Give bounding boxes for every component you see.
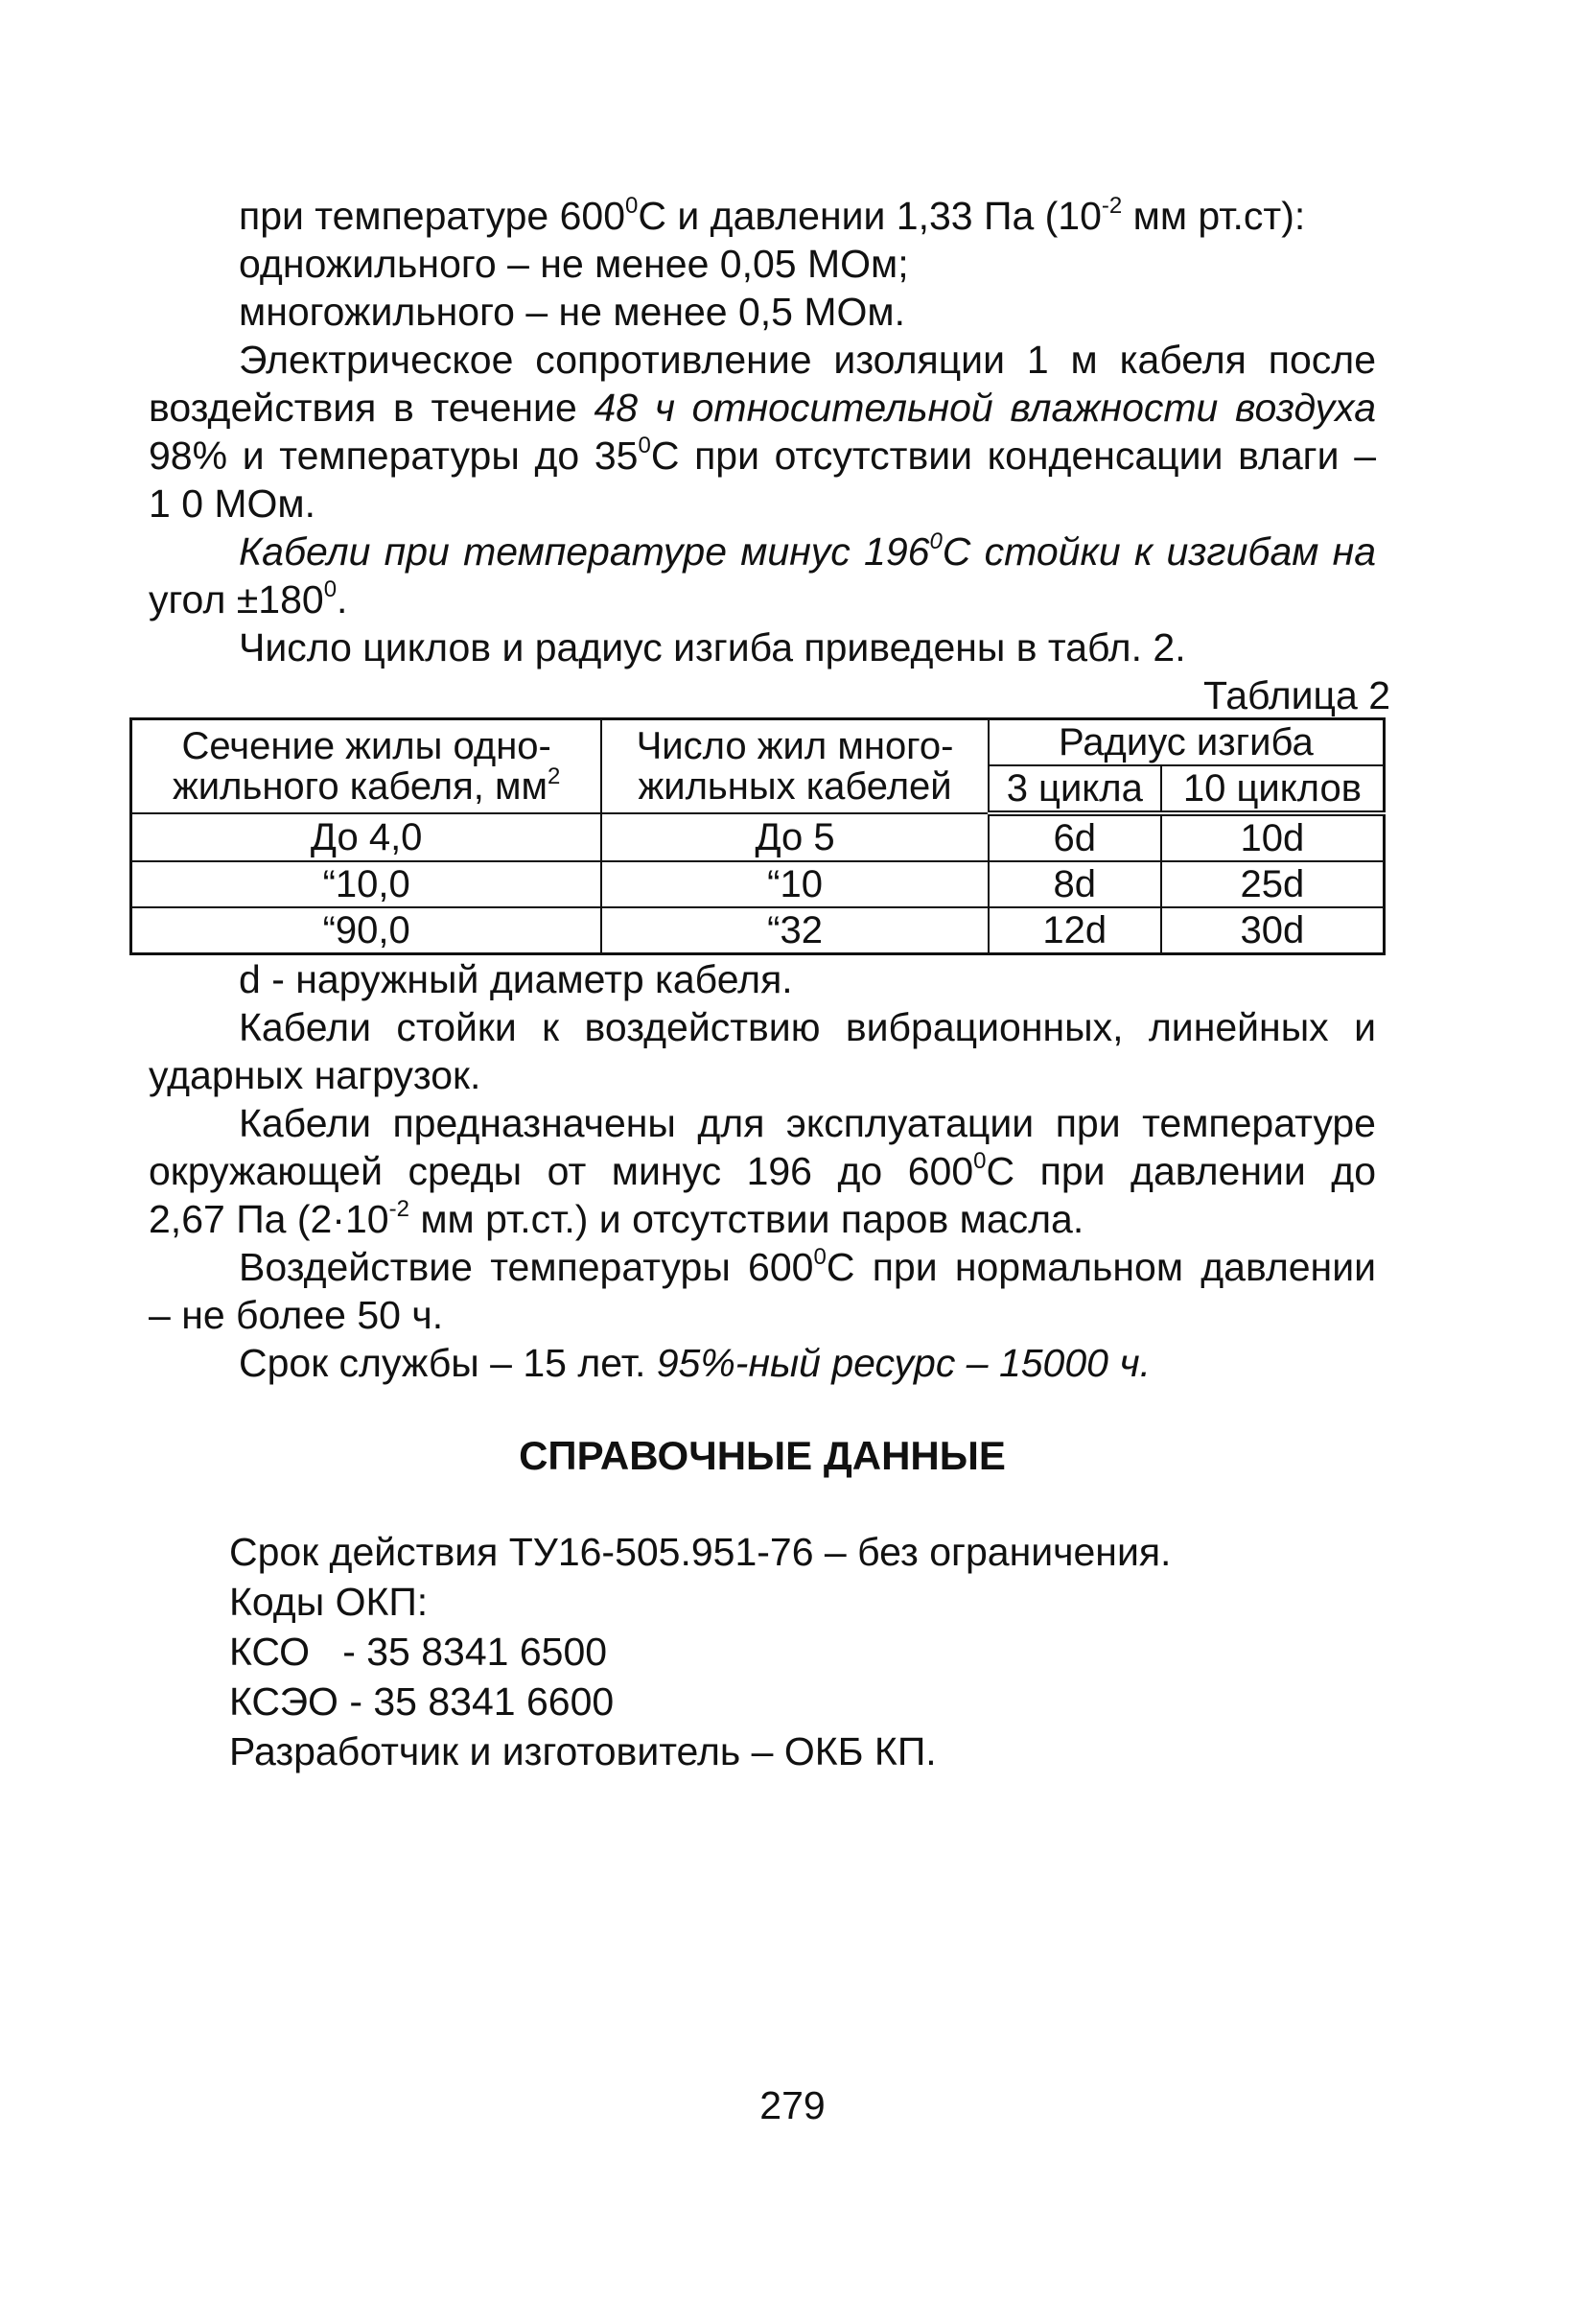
bend-radius-table [129, 717, 1386, 955]
paragraph-exposure: Воздействие температуры $600^0С$ при нормальном давлении – не более 50 ч. [149, 1244, 1376, 1337]
intro-line-3: многожильного – не менее 0,5 МОм. [239, 290, 905, 334]
paragraph-bend-resistance: Кабели при температуре минус $196^0С$ стойки к изгибам на угол $\pm 180^0$. [149, 528, 1376, 622]
reference-data [149, 1527, 1376, 1776]
table-row: “90,0 “32 12d 30d [131, 907, 1385, 954]
paragraph-vibration: Кабели стойки к воздействию вибрационных, линейных и ударных нагрузок. [149, 1005, 1376, 1097]
intro-line-1: при температуре $600^0С$ и давлении 1,33 Па ($10^{-2}$ мм рт.ст): [239, 193, 1306, 238]
table-row: “10,0 “10 8d 25d [131, 861, 1385, 907]
table-row: До 4,0 До 5 6d 10d [131, 813, 1385, 861]
page-content [149, 192, 1390, 1776]
paragraph-operation: Кабели предназначены для эксплуатации при температуре окружающей среды от минус 196 до $600^0С$ при давлении до 2,67 Па ($2\cdot 10^{-2}$ мм рт.ст.) и отсутствии паров масла. [149, 1101, 1377, 1241]
reference-developer: Разработчик и изготовитель – ОКБ КП. [229, 1729, 937, 1773]
reference-code-kso: КСО - 35 8341 6500 [229, 1630, 608, 1674]
header-cross-section: Сечение жилы одно- жильного кабеля, $мм^2$ [131, 719, 602, 814]
paragraph-insulation-resistance: Электрическое сопротивление изоляции 1 м кабеля после воздействия в течение 48 ч относительной влажности воздуха 98% и температуры до $35^0С$ при отсутствии конденсации влаги – 1 0 МОм. [149, 338, 1377, 526]
table-header-row [131, 719, 1385, 766]
section-title: СПРАВОЧНЫЕ ДАННЫЕ [519, 1433, 1006, 1478]
reference-code-kseo: КСЭО - 35 8341 6600 [229, 1679, 615, 1724]
reference-codes-label: Коды ОКП: [229, 1580, 429, 1624]
table-caption: Таблица 2 [1203, 673, 1390, 717]
note-diameter: d - наружный диаметр кабеля. [239, 957, 793, 1001]
header-bend-radius: Радиус изгиба [989, 719, 1385, 766]
paragraph-cycles: Число циклов и радиус изгиба приведены в табл. 2. [239, 625, 1186, 669]
reference-validity: Срок действия ТУ16-505.951-76 – без ограничения. [229, 1530, 1172, 1574]
intro-line-2: одножильного – не менее 0,05 МОм; [239, 242, 909, 286]
paragraph-service-life: Срок службы – 15 лет. 95%-ный ресурс – 15000 ч. [239, 1341, 1151, 1385]
page-number: 279 [759, 2083, 826, 2127]
header-10-cycles: 10 циклов [1161, 765, 1385, 813]
header-core-count: Число жил много- жильных кабелей [601, 719, 988, 814]
header-3-cycles: 3 цикла [989, 765, 1161, 813]
